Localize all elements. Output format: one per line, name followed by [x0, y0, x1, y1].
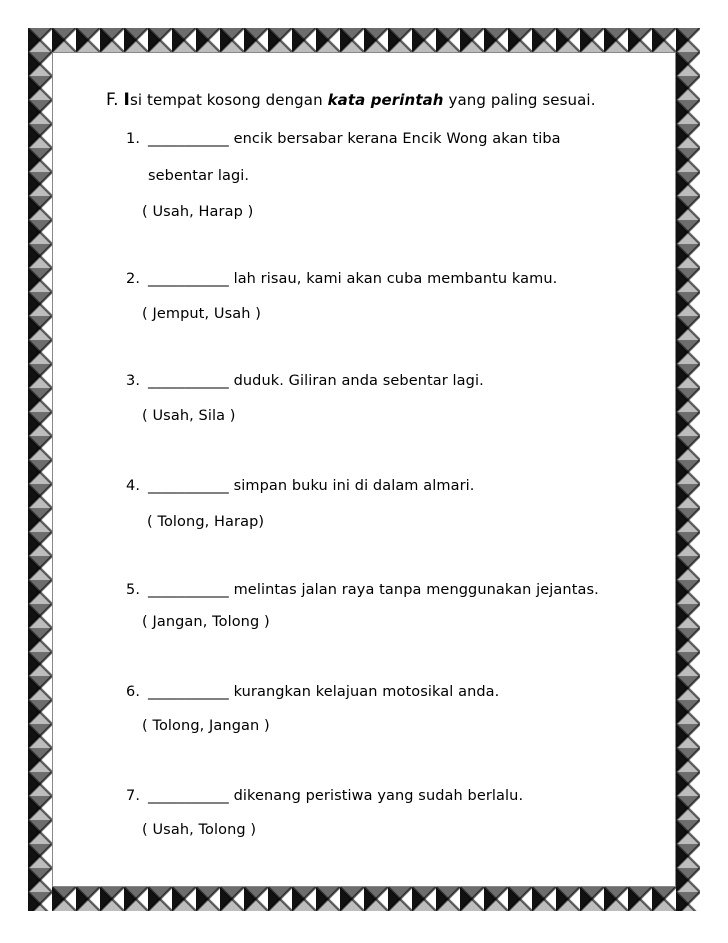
question-number: 2. — [126, 271, 141, 287]
question-text: simpan buku ini di dalam almari. — [228, 478, 475, 494]
question-1 — [126, 131, 561, 147]
question-3 — [126, 373, 484, 389]
question-6 — [126, 684, 499, 700]
answer-blank[interactable]: ___________ — [148, 684, 229, 700]
answer-blank[interactable]: ___________ — [148, 582, 229, 598]
question-7-options: ( Usah, Tolong ) — [142, 822, 257, 838]
question-number: 1. — [126, 131, 141, 147]
instruction-heading — [106, 90, 596, 110]
question-text: lah risau, kami akan cuba membantu kamu. — [228, 271, 558, 287]
answer-blank[interactable]: ___________ — [148, 131, 229, 147]
question-5 — [126, 582, 599, 598]
question-text: dikenang peristiwa yang sudah berlalu. — [228, 788, 524, 804]
question-4 — [126, 478, 474, 494]
question-text: melintas jalan raya tanpa menggunakan jejantas. — [228, 582, 599, 598]
heading-emphasis: kata perintah — [327, 91, 444, 109]
section-letter: F. — [106, 90, 119, 110]
question-1-options: ( Usah, Harap ) — [142, 204, 254, 220]
question-1-continuation: sebentar lagi. — [148, 168, 250, 184]
question-number: 5. — [126, 582, 141, 598]
question-2-options: ( Jemput, Usah ) — [142, 306, 261, 322]
question-text: kurangkan kelajuan motosikal anda. — [228, 684, 500, 700]
answer-blank[interactable]: ___________ — [148, 373, 229, 389]
answer-blank[interactable]: ___________ — [148, 788, 229, 804]
heading-text-before: si tempat kosong dengan — [129, 91, 328, 109]
question-number: 3. — [126, 373, 141, 389]
question-6-options: ( Tolong, Jangan ) — [142, 718, 270, 734]
question-4-options: ( Tolong, Harap) — [147, 514, 265, 530]
question-5-options: ( Jangan, Tolong ) — [142, 614, 270, 630]
question-number: 4. — [126, 478, 141, 494]
question-7 — [126, 788, 523, 804]
question-text: duduk. Giliran anda sebentar lagi. — [228, 373, 484, 389]
answer-blank[interactable]: ___________ — [148, 271, 229, 287]
question-number: 7. — [126, 788, 141, 804]
question-number: 6. — [126, 684, 141, 700]
heading-initial: I — [123, 90, 130, 110]
question-3-options: ( Usah, Sila ) — [142, 408, 236, 424]
answer-blank[interactable]: ___________ — [148, 478, 229, 494]
question-2 — [126, 271, 557, 287]
question-text: encik bersabar kerana Encik Wong akan tiba — [228, 131, 561, 147]
heading-text-after: yang paling sesuai. — [443, 91, 596, 109]
